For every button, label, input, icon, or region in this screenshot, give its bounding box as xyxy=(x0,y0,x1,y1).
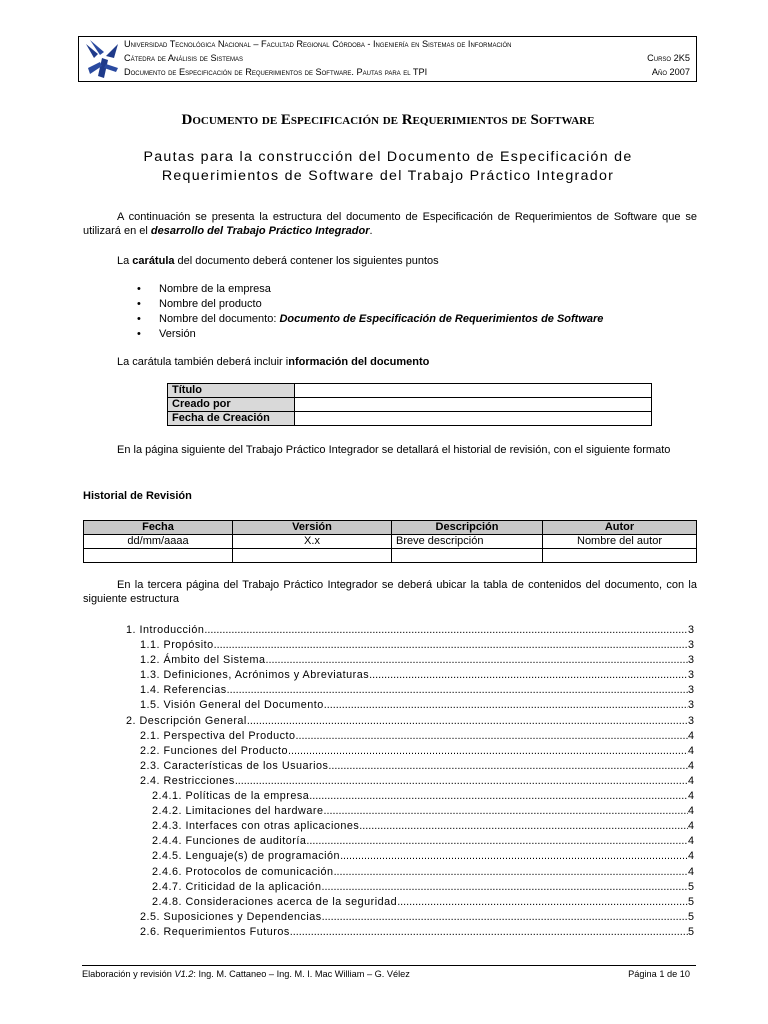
document-info-table xyxy=(167,383,652,426)
cell-fecha: dd/mm/aaaa xyxy=(84,535,233,549)
table-row xyxy=(168,412,652,426)
toc-row: 1.3. Definiciones, Acrónimos y Abreviaturas ..... 3 xyxy=(126,668,694,683)
caratula-paragraph: La carátula del documento deberá contener los siguientes puntos xyxy=(117,255,439,267)
col-version: Versión xyxy=(233,521,392,535)
toc-row: 2.6. Requerimientos Futuros ..... 5 xyxy=(126,925,694,940)
toc-row: 2.4.7. Criticidad de la aplicación ..... 5 xyxy=(126,880,694,895)
header-document: Documento de Especificación de Requerimientos de Software. Pautas para el TPI xyxy=(124,67,428,77)
intro-paragraph: A continuación se presenta la estructura del documento de Especificación de Requerimientos de Software que se utilizará en el desarrollo del Trabajo Práctico Integrador. xyxy=(83,211,697,237)
toc-row: 1.5. Visión General del Documento ..... 3 xyxy=(126,698,694,713)
header-university: Universidad Tecnológica Nacional – Facultad Regional Córdoba - Ingeniería en Sistemas de Información xyxy=(124,39,512,49)
cell-autor: Nombre del autor xyxy=(543,535,697,549)
revision-table xyxy=(83,520,697,563)
toc-row: 1.4. Referencias ..... 3 xyxy=(126,683,694,698)
toc-row: 2.4.2. Limitaciones del hardware ..... 4 xyxy=(126,804,694,819)
footer-credits: Elaboración y revisión V1.2: Ing. M. Cattaneo – Ing. M. I. Mac William – G. Vélez xyxy=(82,969,410,979)
list-item: • Nombre del documento: Documento de Especificación de Requerimientos de Software xyxy=(137,312,603,327)
toc-row: 2.5. Suposiciones y Dependencias ..... 5 xyxy=(126,910,694,925)
cell-descripcion: Breve descripción xyxy=(392,535,543,549)
info-paragraph: La carátula también deberá incluir información del documento xyxy=(117,356,430,368)
toc-row: 1.2. Ámbito del Sistema ..... 3 xyxy=(126,653,694,668)
toc-row: 2.4.6. Protocolos de comunicación ..... 4 xyxy=(126,865,694,880)
info-value xyxy=(295,398,652,412)
subtitle-line-2: Requerimientos de Software del Trabajo Práctico Integrador xyxy=(161,168,615,184)
footer-divider xyxy=(82,965,696,966)
third-page-paragraph: En la tercera página del Trabajo Práctico Integrador se deberá ubicar la tabla de contenidos del documento, con la siguiente estructura xyxy=(83,579,697,605)
col-descripcion: Descripción xyxy=(392,521,543,535)
info-label-date: Fecha de Creación xyxy=(168,412,295,426)
caratula-list xyxy=(137,282,603,342)
info-value xyxy=(295,412,652,426)
table-row xyxy=(84,535,697,549)
cell-version: X.x xyxy=(233,535,392,549)
toc-row: 2.4. Restricciones ..... 4 xyxy=(126,774,694,789)
list-item: • Nombre de la empresa xyxy=(137,282,603,297)
col-fecha: Fecha xyxy=(84,521,233,535)
table-row xyxy=(168,384,652,398)
document-title: Documento de Especificación de Requerimientos de Software xyxy=(181,112,595,128)
toc-row: 2. Descripción General ..... 3 xyxy=(126,714,694,729)
footer-page-number: Página 1 de 10 xyxy=(628,969,690,979)
table-header-row xyxy=(84,521,697,535)
toc-row: 2.4.3. Interfaces con otras aplicaciones ..... 4 xyxy=(126,819,694,834)
col-autor: Autor xyxy=(543,521,697,535)
next-page-paragraph: En la página siguiente del Trabajo Práctico Integrador se detallará el historial de revisión, con el siguiente formato xyxy=(117,444,671,456)
toc-row: 2.1. Perspectiva del Producto ..... 4 xyxy=(126,729,694,744)
toc-row: 1.1. Propósito ..... 3 xyxy=(126,638,694,653)
table-row xyxy=(168,398,652,412)
toc-row: 1. Introducción ..... 3 xyxy=(126,623,694,638)
toc-row: 2.4.1. Políticas de la empresa ..... 4 xyxy=(126,789,694,804)
info-value xyxy=(295,384,652,398)
list-item: • Nombre del producto xyxy=(137,297,603,312)
toc-row: 2.4.4. Funciones de auditoría ..... 4 xyxy=(126,834,694,849)
header-year: Año 2007 xyxy=(651,67,690,77)
table-row xyxy=(84,549,697,563)
toc-row: 2.2. Funciones del Producto ..... 4 xyxy=(126,744,694,759)
info-label-title: Título xyxy=(168,384,295,398)
toc-row: 2.4.8. Consideraciones acerca de la seguridad ..... 5 xyxy=(126,895,694,910)
header-chair: Cátedra de Análisis de Sistemas xyxy=(124,53,243,63)
header-course: Curso 2K5 xyxy=(647,53,690,63)
document-subtitle xyxy=(0,148,768,186)
info-label-author: Creado por xyxy=(168,398,295,412)
toc-row: 2.4.5. Lenguaje(s) de programación ..... 4 xyxy=(126,849,694,864)
subtitle-line-1: Pautas para la construcción del Documento de Especificación de xyxy=(143,149,633,165)
utn-logo-icon xyxy=(84,38,122,80)
table-of-contents xyxy=(126,623,694,940)
revision-heading: Historial de Revisión xyxy=(83,490,192,502)
toc-row: 2.3. Características de los Usuarios ..... 4 xyxy=(126,759,694,774)
list-item: • Versión xyxy=(137,327,603,342)
